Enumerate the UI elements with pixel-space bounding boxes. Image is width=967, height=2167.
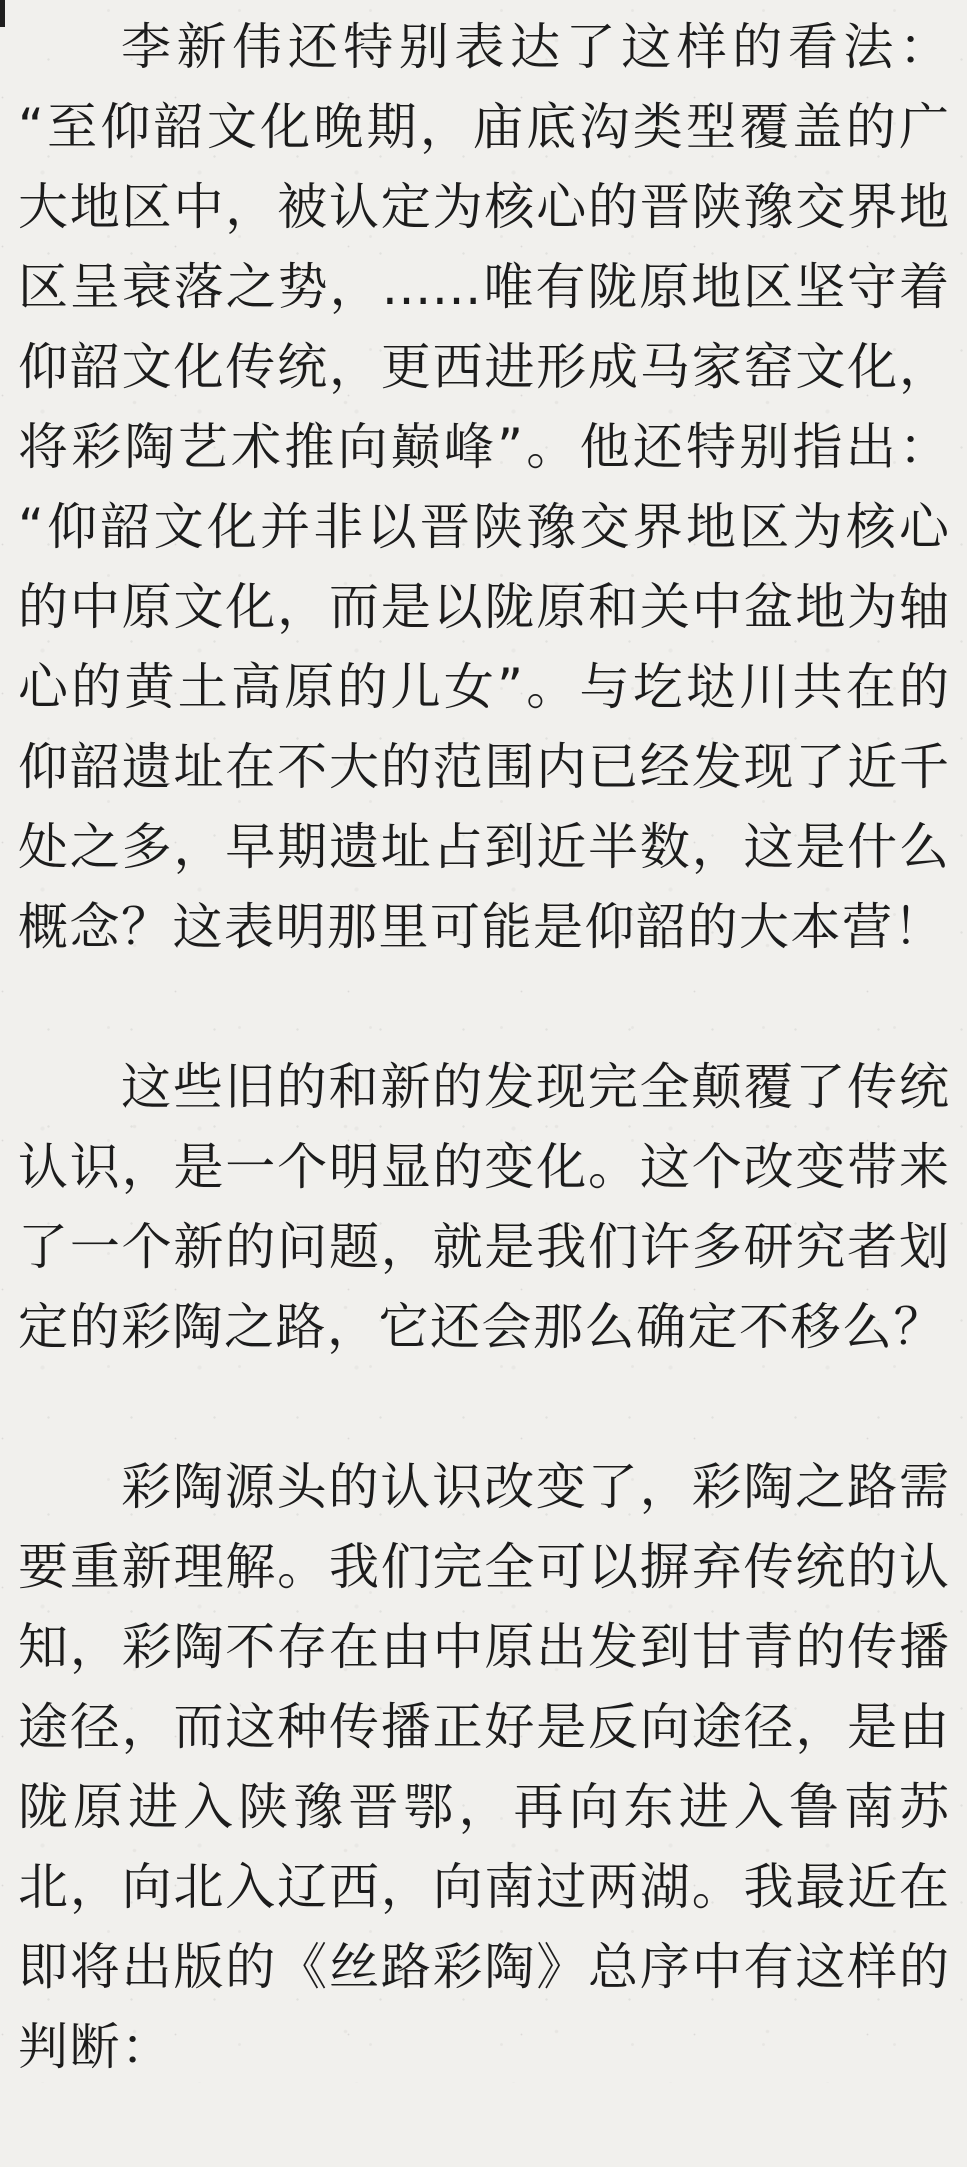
text-line: “至仰韶文化晚期，庙底沟类型覆盖的广 — [18, 98, 949, 156]
text-line: 北，向北入辽西，向南过两湖。我最近在 — [18, 1858, 949, 1916]
text-line: 这些旧的和新的发现完全颠覆了传统 — [121, 1058, 949, 1116]
text-line: 处之多，早期遗址占到近半数，这是什么 — [18, 818, 949, 876]
article-body — [18, 7, 949, 2167]
text-line: 心的黄土高原的儿女”。与圪垯川共在的 — [18, 658, 949, 716]
text-line: 判断： — [18, 2018, 173, 2076]
text-line: 途径，而这种传播正好是反向途径，是由 — [18, 1698, 949, 1756]
paragraph — [18, 1047, 949, 1367]
paragraph — [18, 1447, 949, 2087]
text-line: 陇原进入陕豫晋鄂，再向东进入鲁南苏 — [18, 1778, 949, 1836]
text-line: 大地区中，被认定为核心的晋陕豫交界地 — [18, 178, 949, 236]
text-line: 概念？这表明那里可能是仰韶的大本营！ — [18, 898, 945, 956]
text-line: 了一个新的问题，就是我们许多研究者划 — [18, 1218, 949, 1276]
text-line: 认识，是一个明显的变化。这个改变带来 — [18, 1138, 949, 1196]
text-line: 将彩陶艺术推向巅峰”。他还特别指出： — [18, 418, 949, 476]
text-line: 定的彩陶之路，它还会那么确定不移么？ — [18, 1298, 945, 1356]
text-line: 仰韶遗址在不大的范围内已经发现了近千 — [18, 738, 949, 796]
text-line: 即将出版的《丝路彩陶》总序中有这样的 — [18, 1938, 949, 1996]
clipped-stroke-top-left — [0, 0, 5, 27]
text-line: 彩陶源头的认识改变了，彩陶之路需 — [121, 1458, 949, 1516]
text-line: 李新伟还特别表达了这样的看法： — [121, 18, 949, 76]
text-line: 仰韶文化传统，更西进形成马家窑文化， — [18, 338, 949, 396]
text-line: 的中原文化，而是以陇原和关中盆地为轴 — [18, 578, 949, 636]
text-line: 区呈衰落之势，……唯有陇原地区坚守着 — [18, 258, 949, 316]
paragraph — [18, 7, 949, 967]
text-line: 知，彩陶不存在由中原出发到甘青的传播 — [18, 1618, 949, 1676]
text-line: 要重新理解。我们完全可以摒弃传统的认 — [18, 1538, 949, 1596]
text-line: “仰韶文化并非以晋陕豫交界地区为核心 — [18, 498, 949, 556]
